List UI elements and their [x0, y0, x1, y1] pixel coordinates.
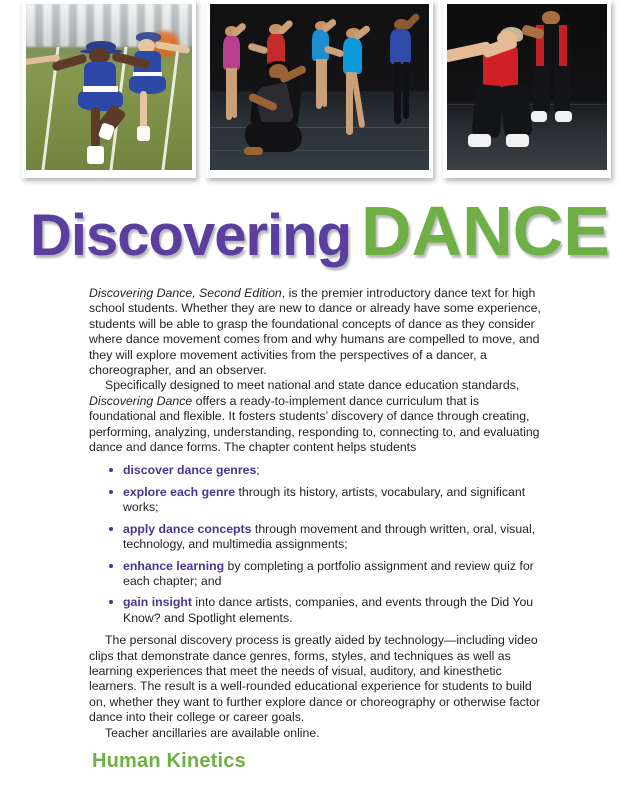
- dancer-shoe: [506, 134, 529, 147]
- dancer-leotard: [223, 36, 240, 70]
- dancer-head: [542, 11, 560, 25]
- list-item: [109, 463, 547, 478]
- list-item-rest: through its history, artists, vocabulary, and significant works;: [123, 484, 526, 515]
- list-item-lead: apply dance concepts: [123, 521, 252, 536]
- dancer-leg: [322, 59, 327, 107]
- book-title-italic-2: Discovering Dance: [89, 393, 193, 408]
- floor-line: [210, 150, 429, 151]
- vest-stripe: [559, 25, 567, 68]
- list-item: [109, 559, 547, 590]
- paragraph-2: [89, 378, 547, 455]
- book-title: [30, 192, 610, 270]
- photo-strip: [0, 0, 633, 188]
- floor-line: [210, 127, 429, 128]
- list-item-rest: ;: [256, 463, 260, 478]
- dancer-top: [390, 29, 412, 64]
- bullet-dot-icon: [109, 564, 113, 568]
- list-item-lead: explore each genre: [123, 484, 236, 499]
- dancer-leg: [403, 62, 409, 119]
- dancer-leg: [394, 62, 401, 123]
- dancer-leg: [232, 68, 237, 118]
- paragraph-2-text: offers a ready-to-implement dance curriculum that is foundational and flexible. It fosters students’ discovery of dance through creating, performing, analyzing, understanding, responding to, connecting to, and evaluating dance and dance forms. The chapter content helps students: [89, 393, 540, 455]
- paragraph-3: The personal discovery process is greatly aided by technology—including video clips that demonstrate dance genres, forms, styles, and techniques as well as learning experiences that meet the needs of visual, auditory, and kinesthetic learners. The result is a well-rounded educational experience for students to build on, whether they want to further explore dance or choreography or otherwise factor dance into their college or career goals.: [89, 633, 541, 725]
- instructor-foot: [244, 147, 263, 156]
- dancer-leg: [91, 107, 101, 150]
- cover-description: [89, 286, 547, 741]
- dancer-arm: [402, 12, 420, 30]
- paragraph-2-start: Specifically designed to meet national and state dance education standards,: [105, 378, 520, 393]
- dancer-foreground: [69, 41, 145, 167]
- paragraph-1: [89, 286, 547, 378]
- student-dancer: [381, 17, 425, 127]
- dancer-belt: [83, 86, 118, 92]
- dance-studio-scene: [210, 4, 429, 170]
- list-item-rest: into dance artists, companies, and events through the Did You Know? and Spotlight elements.: [123, 595, 534, 625]
- list-item-lead: enhance learning: [123, 558, 225, 573]
- dancer-leotard: [343, 38, 362, 74]
- dark-stage-scene: [447, 4, 607, 170]
- list-item-rest: through movement and through written, oral, visual, technology, and multimedia assignments;: [123, 521, 536, 552]
- dancer-shoe: [555, 111, 572, 122]
- bullet-dot-icon: [109, 468, 113, 472]
- list-item-lead: discover dance genres: [123, 463, 257, 478]
- dancer-arm: [155, 41, 190, 54]
- publisher-logo: Human Kinetics: [92, 750, 246, 772]
- dancer-shoe: [468, 134, 491, 147]
- title-word-dance: DANCE: [361, 192, 610, 270]
- photo-dance-class-on-stage: [206, 0, 433, 178]
- list-item-rest: by completing a portfolio assignment and review quiz for each chapter; and: [123, 558, 534, 588]
- photo-two-dancers-in-red-vests: [443, 0, 611, 178]
- title-word-discovering: Discovering: [30, 203, 351, 268]
- list-item: [109, 485, 547, 516]
- bullet-dot-icon: [109, 600, 113, 604]
- feature-list: [89, 463, 547, 626]
- dancer-pants: [554, 66, 571, 114]
- dancer-partial: [26, 47, 59, 97]
- student-dancer: [333, 26, 377, 139]
- dance-instructor: [245, 64, 319, 160]
- dancer-pants: [499, 84, 532, 138]
- list-item-lead: gain insight: [123, 595, 192, 610]
- photo-frame: [210, 4, 429, 170]
- list-item: [109, 522, 547, 553]
- dancer-leg: [226, 68, 232, 120]
- paragraph-4: Teacher ancillaries are available online.: [105, 725, 320, 740]
- photo-frame: [26, 4, 192, 170]
- dancer-boot: [87, 146, 104, 164]
- paragraph-1-text: , is the premier introductory dance text for high school students. Whether they are new to dance or already have some experience, students will be able to grasp the foundational concepts of dance as they consider where dance movement comes from and why humans are compelled to move, and they will explore movement activities from the perspectives of a dancer, a choreographer, and an observer.: [89, 286, 541, 378]
- book-title-italic-1: Discovering Dance, Second Edition: [89, 286, 282, 300]
- list-item: [109, 595, 547, 626]
- football-field-scene: [26, 4, 192, 170]
- bullet-dot-icon: [109, 490, 113, 494]
- dancer-arm: [111, 51, 150, 69]
- photo-frame: [447, 4, 607, 170]
- dancer-foreground: [466, 31, 543, 160]
- bullet-dot-icon: [109, 527, 113, 531]
- photo-drill-team-on-football-field: [22, 0, 196, 178]
